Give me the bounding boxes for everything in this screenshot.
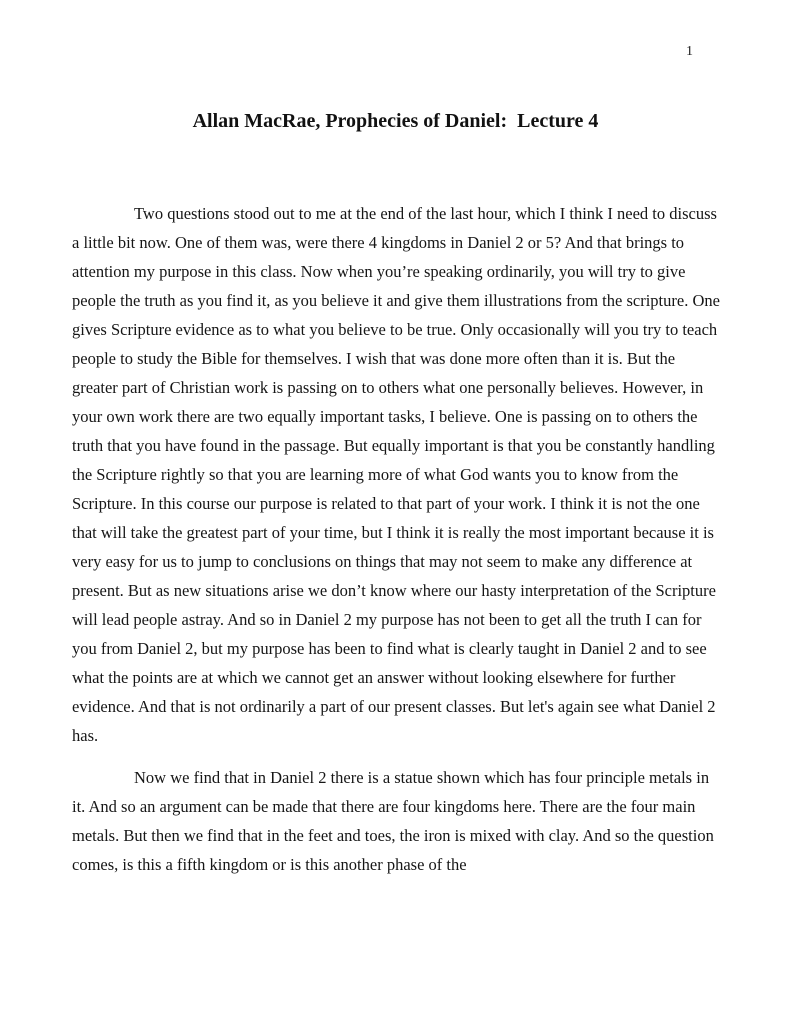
paragraph-1: Two questions stood out to me at the end of the last hour, which I think I need to discuss a little bit now. One of them was, were there 4 kingdoms in Daniel 2 or 5? And that brings to attention my purpose in this class. Now when you’re speaking ordinarily, you will try to give people the truth as you find it, as you believe it and give them illustrations from the scripture. One gives Scripture evidence as to what you believe to be true. Only occasionally will you try to teach people to study the Bible for themselves. I wish that was done more often than it is. But the greater part of Christian work is passing on to others what one personally believes. However, in your own work there are two equally important tasks, I believe. One is passing on to others the truth that you have found in the passage. But equally important is that you be constantly handling the Scripture rightly so that you are learning more of what God wants you to know from the Scripture. In this course our purpose is related to that part of your work. I think it is not the one that will take the greatest part of your time, but I think it is really the most important because it is very easy for us to jump to conclusions on things that may not seem to make any difference at present. But as new situations arise we don’t know where our hasty interpretation of the Scripture will lead people astray. And so in Daniel 2 my purpose has not been to get all the truth I can for you from Daniel 2, but my purpose has been to find what is clearly taught in Daniel 2 and to see what the points are at which we cannot get an answer without looking elsewhere for further evidence. And that is not ordinarily a part of our present classes. But let's again see what Daniel 2 has. bbox=[72, 204, 720, 745]
paragraph-2: Now we find that in Daniel 2 there is a statue shown which has four principle metals in it. And so an argument can be made that there are four kingdoms here. There are the four main metals. But then we find that in the feet and toes, the iron is mixed with clay. And so the question comes, is this a fifth kingdom or is this another phase of the bbox=[72, 768, 714, 874]
page-number: 1 bbox=[686, 44, 694, 59]
page-title: Allan MacRae, Prophecies of Daniel: Lecture 4 bbox=[192, 110, 599, 132]
document-body bbox=[72, 199, 720, 879]
